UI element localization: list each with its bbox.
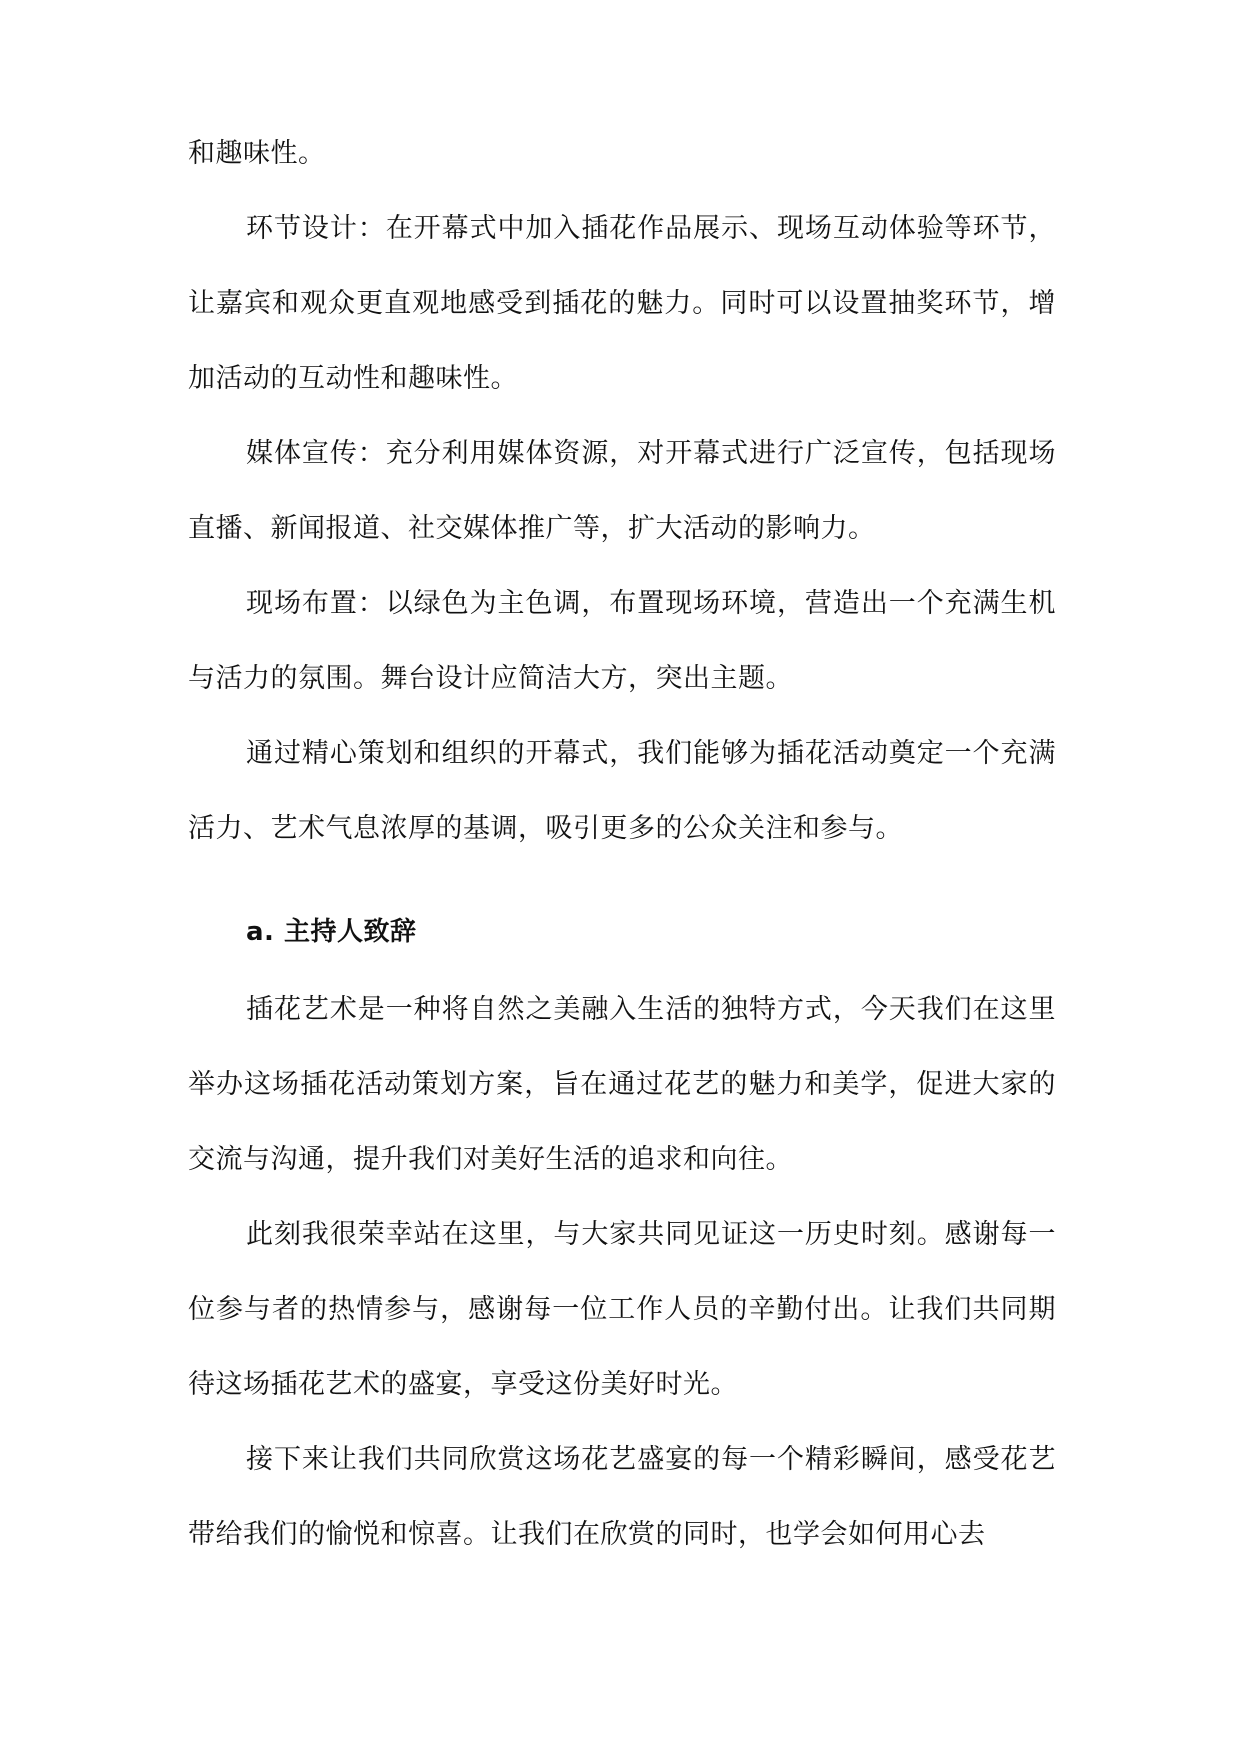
paragraph-opening-summary: 通过精心策划和组织的开幕式，我们能够为插花活动奠定一个充满活力、艺术气息浓厚的基调，吸引更多的公众关注和参与。: [188, 738, 1056, 844]
paragraph-venue-layout: 现场布置：以绿色为主色调，布置现场环境，营造出一个充满生机与活力的氛围。舞台设计应简洁大方，突出主题。: [188, 588, 1056, 694]
body-text: [188, 116, 1056, 1572]
continued-paragraph: 和趣味性。: [188, 138, 326, 169]
paragraph-host-speech-2: 此刻我很荣幸站在这里，与大家共同见证这一历史时刻。感谢每一位参与者的热情参与，感谢每一位工作人员的辛勤付出。让我们共同期待这场插花艺术的盛宴，享受这份美好时光。: [188, 1219, 1056, 1400]
paragraph-host-speech-3: 接下来让我们共同欣赏这场花艺盛宴的每一个精彩瞬间，感受花艺带给我们的愉悦和惊喜。让我们在欣赏的同时，也学会如何用心去: [188, 1444, 1056, 1550]
paragraph-media-promotion: 媒体宣传：充分利用媒体资源，对开幕式进行广泛宣传，包括现场直播、新闻报道、社交媒体推广等，扩大活动的影响力。: [188, 438, 1056, 544]
section-heading: a. 主持人致辞: [246, 917, 417, 947]
paragraph-host-speech-1: 插花艺术是一种将自然之美融入生活的独特方式，今天我们在这里举办这场插花活动策划方案，旨在通过花艺的魅力和美学，促进大家的交流与沟通，提升我们对美好生活的追求和向往。: [188, 994, 1056, 1175]
paragraph-session-design: 环节设计：在开幕式中加入插花作品展示、现场互动体验等环节，让嘉宾和观众更直观地感受到插花的魅力。同时可以设置抽奖环节，增加活动的互动性和趣味性。: [188, 213, 1056, 394]
